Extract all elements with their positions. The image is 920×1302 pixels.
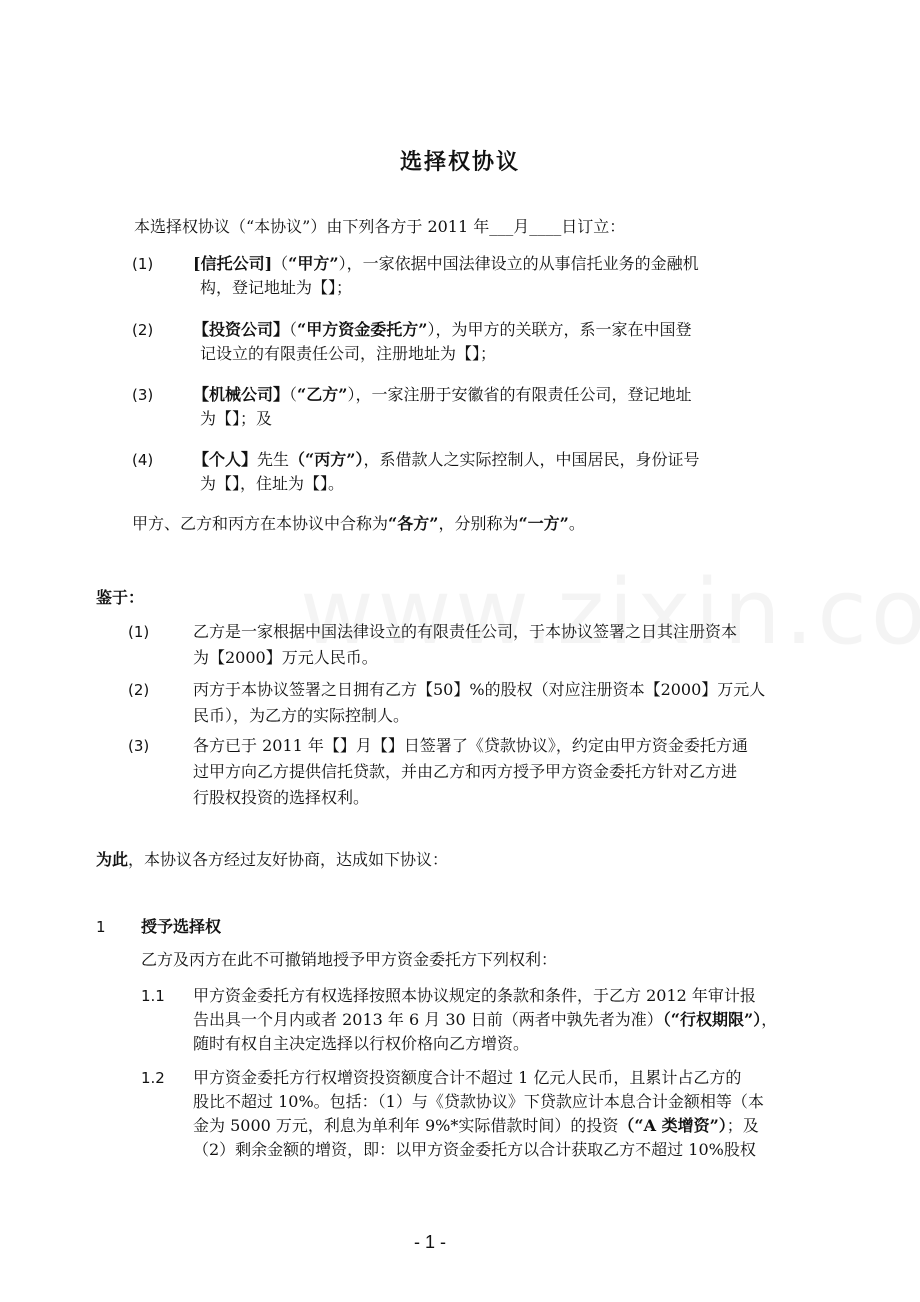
party-1-line1: [信托公司]（“甲方”），一家依据中国法律设立的从事信托业务的金融机 <box>193 254 699 273</box>
party-2-number: (2) <box>132 321 154 339</box>
clause-1-2-line3: 金为 5000 万元，利息为单利年 9%*实际借款时间）的投资（“A 类增资”）；及 <box>193 1116 759 1135</box>
party-4-number: (4) <box>132 451 154 469</box>
section-1-number: 1 <box>96 918 106 936</box>
party-4-alias: （“丙方”） <box>289 450 364 469</box>
whereas-3-line2: 过甲方向乙方提供信托贷款，并由乙方和丙方授予甲方资金委托方针对乙方进 <box>193 762 738 781</box>
whereas-1-line2: 为【2000】万元人民币。 <box>193 648 378 667</box>
section-1-heading: 授予选择权 <box>141 917 222 936</box>
intro-paragraph: 本选择权协议（“本协议”）由下列各方于 2011 年___月____日订立： <box>134 217 626 236</box>
clause-1-2-line1: 甲方资金委托方行权增资投资额度合计不超过 1 亿元人民币，且累计占乙方的 <box>193 1068 742 1087</box>
party-2-alias: “甲方资金委托方” <box>297 320 428 339</box>
collective-definition: 甲方、乙方和丙方在本协议中合称为“各方”，分别称为“一方”。 <box>132 514 585 533</box>
clause-1-1-number: 1.1 <box>141 987 165 1005</box>
party-4-line1: 【个人】先生（“丙方”），系借款人之实际控制人，中国居民，身份证号 <box>193 450 700 469</box>
clause-1-1-line1: 甲方资金委托方有权选择按照本协议规定的条款和条件，于乙方 2012 年审计报 <box>193 986 756 1005</box>
clause-1-2-line4: （2）剩余金额的增资，即：以甲方资金委托方以合计获取乙方不超过 10%股权 <box>193 1140 756 1159</box>
party-1-name: [信托公司] <box>193 254 273 273</box>
whereas-1-number: (1) <box>128 623 150 641</box>
party-1-line2: 构，登记地址为【】； <box>200 278 353 297</box>
whereas-3-number: (3) <box>128 737 150 755</box>
clause-1-1-line2: 告出具一个月内或者 2013 年 6 月 30 日前（两者中孰先者为准）（“行权期限”）， <box>193 1010 778 1029</box>
watermark <box>300 560 920 665</box>
party-2-name: 【投资公司】 <box>193 320 290 339</box>
party-1-number: (1) <box>132 255 154 273</box>
party-3-number: (3) <box>132 386 154 404</box>
document-title: 选择权协议 <box>399 149 520 175</box>
whereas-heading: 鉴于： <box>96 588 145 607</box>
whereas-2-line2: 民币），为乙方的实际控制人。 <box>193 706 410 725</box>
party-2-line1: 【投资公司】（“甲方资金委托方”），为甲方的关联方，系一家在中国登 <box>193 320 692 339</box>
party-3-line1: 【机械公司】（“乙方”），一家注册于安徽省的有限责任公司，登记地址 <box>193 385 692 404</box>
clause-1-2-line2: 股比不超过 10%。包括：（1）与《贷款协议》下贷款应计本息合计金额相等（本 <box>193 1092 764 1111</box>
clause-1-1-line3: 随时有权自主决定选择以行权价格向乙方增资。 <box>193 1034 530 1053</box>
party-3-alias: “乙方” <box>297 385 348 404</box>
whereas-1-line1: 乙方是一家根据中国法律设立的有限责任公司，于本协议签署之日其注册资本 <box>193 622 738 641</box>
clause-1-2-number: 1.2 <box>141 1069 165 1087</box>
party-4-name: 【个人】 <box>193 450 258 469</box>
therefore-statement: 为此，本协议各方经过友好协商，达成如下协议： <box>96 850 449 869</box>
party-4-line2: 为【】，住址为【】。 <box>200 474 345 493</box>
whereas-2-number: (2) <box>128 681 150 699</box>
party-2-line2: 记设立的有限责任公司，注册地址为【】； <box>200 344 497 363</box>
whereas-2-line1: 丙方于本协议签署之日拥有乙方【50】%的股权（对应注册资本【2000】万元人 <box>193 680 766 699</box>
party-1-alias: “甲方” <box>288 254 339 273</box>
page-number: - 1 - <box>413 1232 446 1252</box>
whereas-3-line1: 各方已于 2011 年【】月【】日签署了《贷款协议》，约定由甲方资金委托方通 <box>193 736 748 755</box>
section-1-lead: 乙方及丙方在此不可撤销地授予甲方资金委托方下列权利： <box>141 950 558 969</box>
party-3-line2: 为【】；及 <box>200 409 273 428</box>
whereas-3-line3: 行股权投资的选择权利。 <box>193 788 370 807</box>
party-3-name: 【机械公司】 <box>193 385 290 404</box>
